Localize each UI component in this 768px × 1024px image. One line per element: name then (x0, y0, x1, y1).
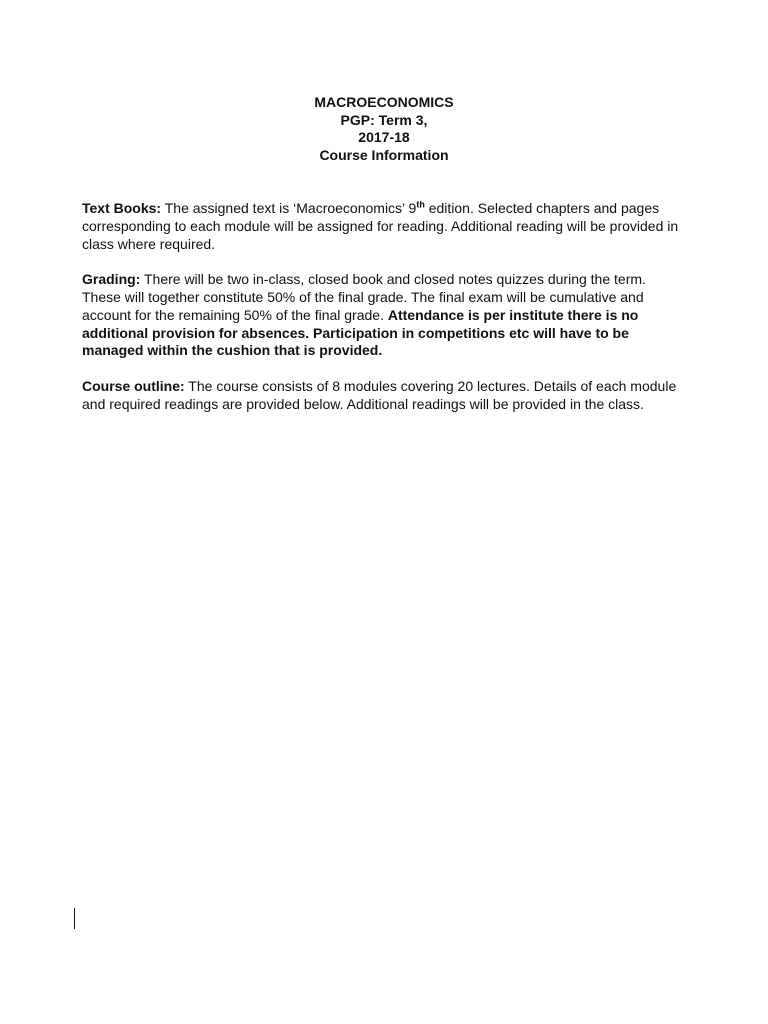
edition-superscript: th (416, 199, 425, 210)
grading-paragraph (82, 271, 686, 360)
textbooks-label: Text Books: (82, 200, 162, 216)
academic-year: 2017-18 (358, 129, 410, 146)
outline-paragraph (82, 378, 686, 414)
document-body (82, 200, 686, 431)
section-subtitle: Course Information (319, 146, 449, 163)
course-title: MACROECONOMICS (314, 94, 454, 110)
textbooks-text-start: The assigned text is ‘Macroeconomics’ 9 (161, 200, 417, 216)
text-cursor[interactable] (74, 908, 75, 929)
outline-label: Course outline: (82, 377, 185, 394)
grading-text: There will be two in-class, closed book and closed notes quizzes during the term. These will together constitute 50% of the final grade. The final exam will be cumulative and account for the remaining 50% of the final grade. (82, 271, 646, 323)
grading-label: Grading: (82, 271, 141, 288)
attendance-policy: Attendance is per institute there is no additional provision for absences. Participation in competitions etc will have to be managed within the cushion that is provided. (82, 306, 639, 359)
document-header (0, 94, 768, 164)
textbooks-paragraph (82, 200, 686, 253)
program-term: PGP: Term 3, (340, 111, 428, 128)
textbooks-text-end: edition. Selected chapters and pages corresponding to each module will be assigned for reading. Additional reading will be provided in class where required. (82, 200, 679, 252)
outline-text: The course consists of 8 modules covering 20 lectures. Details of each module and required readings are provided below. Additional readings will be provided in the class. (82, 377, 677, 412)
